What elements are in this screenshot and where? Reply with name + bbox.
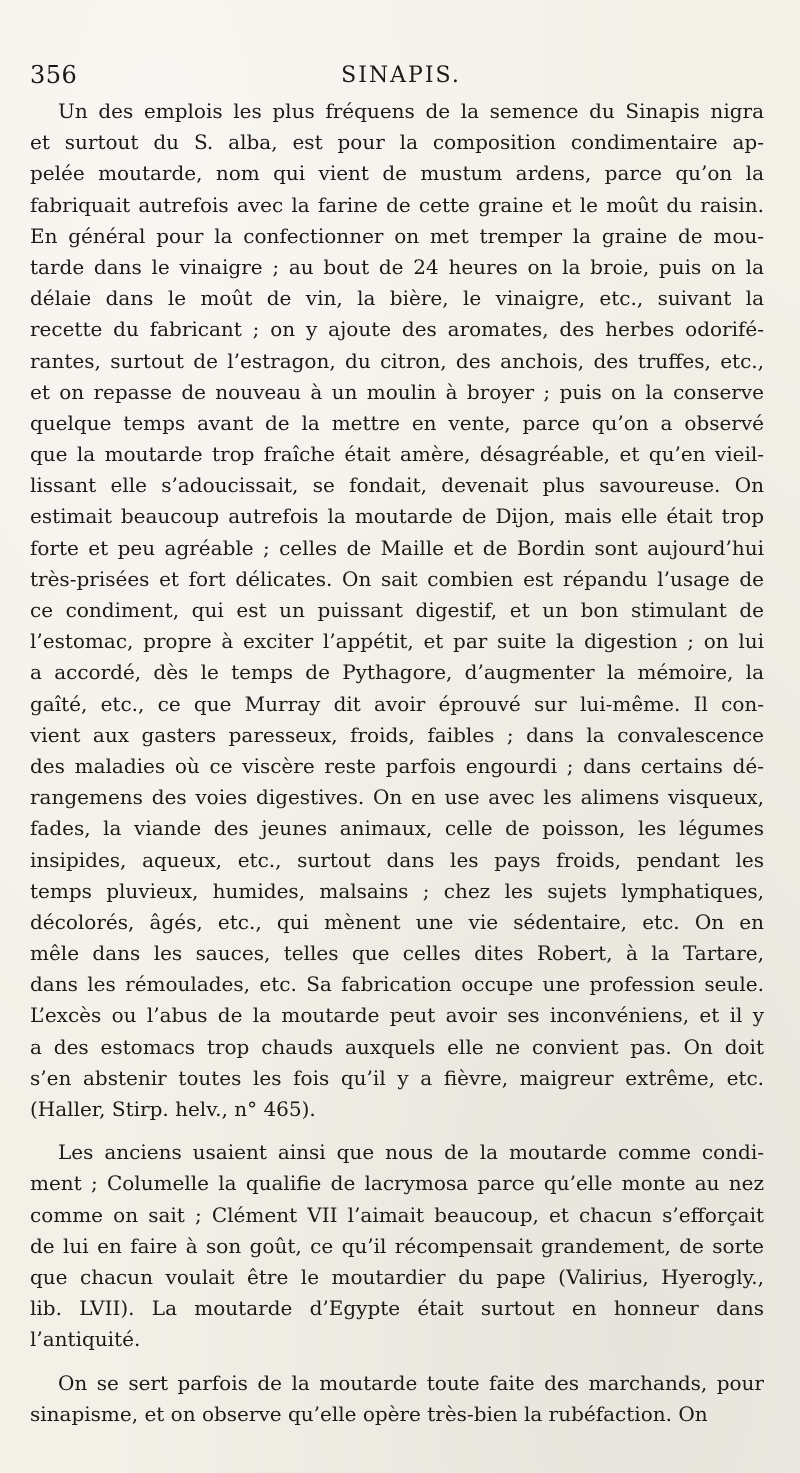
text-line: et on repasse de nouveau à un moulin à broyer ; puis on la conserve: [30, 379, 764, 404]
text-line: lib. LVII). La moutarde d’Egypte était surtout en honneur dans: [30, 1296, 764, 1321]
text-line: a des estomacs trop chauds auxquels elle ne convient pas. On doit: [30, 1034, 764, 1059]
text-line: En général pour la confectionner on met tremper la graine de mou-: [30, 223, 764, 248]
page-header: [30, 58, 772, 92]
text-line: s’en abstenir toutes les fois qu’il y a fièvre, maigreur extrême, etc.: [30, 1065, 764, 1090]
text-line: fabriquait autrefois avec la farine de cette graine et le moût du raisin.: [30, 192, 764, 217]
text-line: dans les rémoulades, etc. Sa fabrication occupe une profession seule.: [30, 972, 764, 997]
text-line: lissant elle s’adoucissait, se fondait, devenait plus savoureuse. On: [30, 473, 764, 498]
text-line: rangemens des voies digestives. On en use avec les alimens visqueux,: [30, 785, 764, 810]
text-line: ment ; Columelle la qualifie de lacrymosa parce qu’elle monte au nez: [30, 1171, 764, 1196]
body-text: [30, 96, 764, 1442]
text-line: décolorés, âgés, etc., qui mènent une vie sédentaire, etc. On en: [30, 909, 764, 934]
text-line: Un des emplois les plus fréquens de la semence du Sinapis nigra: [58, 99, 764, 123]
text-line: insipides, aqueux, etc., surtout dans les pays froids, pendant les: [30, 847, 764, 872]
text-line: comme on sait ; Clément VII l’aimait beaucoup, et chacun s’efforçait: [30, 1202, 764, 1227]
text-line: mêle dans les sauces, telles que celles dites Robert, à la Tartare,: [30, 941, 764, 966]
text-line: que chacun voulait être le moutardier du pape (Valirius, Hyerogly.,: [30, 1264, 764, 1289]
text-line: estimait beaucoup autrefois la moutarde de Dijon, mais elle était trop: [30, 504, 764, 529]
text-line: a accordé, dès le temps de Pythagore, d’augmenter la mémoire, la: [30, 660, 764, 685]
text-line: de lui en faire à son goût, ce qu’il récompensait grandement, de sorte: [30, 1233, 764, 1258]
text-line: (Haller, Stirp. helv., n° 465).: [30, 1097, 316, 1121]
text-line: L’excès ou l’abus de la moutarde peut avoir ses inconvéniens, et il y: [30, 1003, 764, 1028]
text-line: vient aux gasters paresseux, froids, faibles ; dans la convalescence: [30, 722, 764, 747]
paragraph: [30, 96, 764, 1125]
text-line: gaîté, etc., ce que Murray dit avoir éprouvé sur lui-même. Il con-: [30, 691, 764, 716]
text-line: On se sert parfois de la moutarde toute faite des marchands, pour: [58, 1370, 764, 1395]
text-line: l’estomac, propre à exciter l’appétit, et par suite la digestion ; on lui: [30, 629, 764, 654]
text-line: fades, la viande des jeunes animaux, celle de poisson, les légumes: [30, 816, 764, 841]
text-line: pelée moutarde, nom qui vient de mustum ardens, parce qu’on la: [30, 161, 764, 186]
text-line: forte et peu agréable ; celles de Maille et de Bordin sont aujourd’hui: [30, 535, 764, 560]
page-number: 356: [30, 61, 78, 89]
text-line: très-prisées et fort délicates. On sait combien est répandu l’usage de: [30, 566, 764, 591]
text-line: que la moutarde trop fraîche était amère, désagréable, et qu’en vieil-: [30, 442, 764, 467]
text-line: recette du fabricant ; on y ajoute des aromates, des herbes odorifé-: [30, 317, 764, 342]
running-head: SINAPIS.: [341, 62, 461, 88]
paragraph: [30, 1137, 764, 1355]
text-line: l’antiquité.: [30, 1327, 141, 1352]
text-line: sinapisme, et on observe qu’elle opère très-bien la rubéfaction. On: [30, 1401, 708, 1426]
text-line: rantes, surtout de l’estragon, du citron, des anchois, des truffes, etc.,: [30, 348, 764, 373]
text-line: Les anciens usaient ainsi que nous de la moutarde comme condi-: [58, 1140, 764, 1165]
text-line: et surtout du S. alba, est pour la composition condimentaire ap-: [30, 130, 764, 155]
text-line: ce condiment, qui est un puissant digestif, et un bon stimulant de: [30, 598, 764, 622]
paragraph: [30, 1368, 764, 1430]
text-line: tarde dans le vinaigre ; au bout de 24 heures on la broie, puis on la: [30, 254, 764, 279]
text-line: temps pluvieux, humides, malsains ; chez les sujets lymphatiques,: [30, 878, 764, 903]
text-line: quelque temps avant de la mettre en vente, parce qu’on a observé: [30, 410, 764, 435]
text-line: délaie dans le moût de vin, la bière, le vinaigre, etc., suivant la: [30, 286, 764, 311]
text-line: des maladies où ce viscère reste parfois engourdi ; dans certains dé-: [30, 753, 764, 778]
